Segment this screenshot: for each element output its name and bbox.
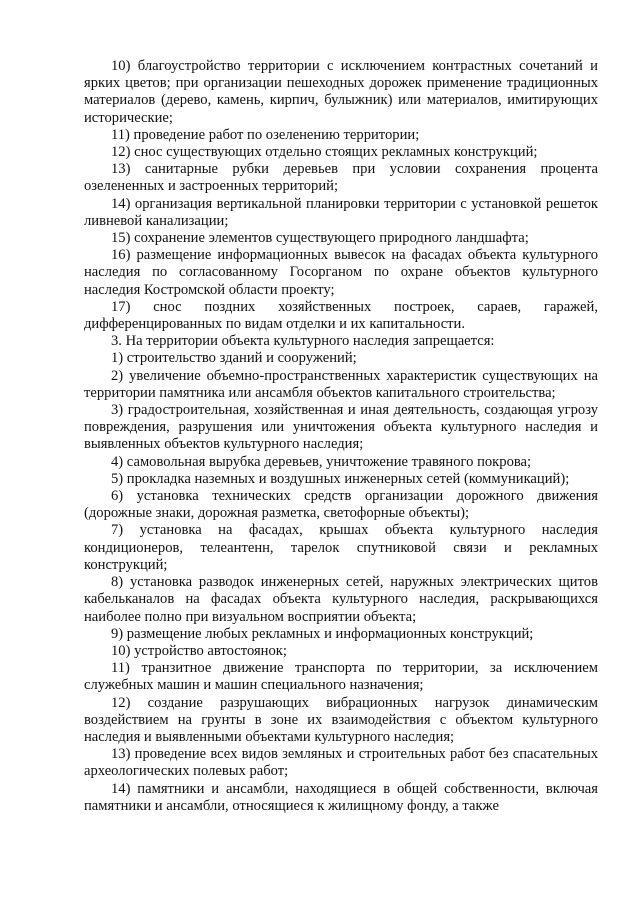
- paragraph-16-info-signs: 16) размещение информационных вывесок на фасадах объекта культурного наследия по согласованному Госорганом по охране объектов культурного наследия Костромской области проекту;: [84, 247, 598, 298]
- paragraph-15-landscape-preservation: 15) сохранение элементов существующего природного ландшафта;: [111, 230, 529, 247]
- paragraph-14-vertical-planning: 14) организация вертикальной планировки территории с установкой решеток ливневой канализации;: [84, 195, 598, 229]
- prohibition-9: 9) размещение любых рекламных и информационных конструкций;: [111, 625, 534, 642]
- prohibition-1: 1) строительство зданий и сооружений;: [111, 350, 357, 367]
- paragraph-17-demolition: 17) снос поздних хозяйственных построек, сараев, гаражей, дифференцированных по видам отделки и их капитальности.: [84, 298, 598, 333]
- prohibition-12: 12) создание разрушающих вибрационных нагрузок динамическим воздействием на грунты в зоне их взаимодействия с объектом культурного наследия и выявленными объектами культурного наследия;: [84, 694, 598, 745]
- section-3-heading: 3. На территории объекта культурного наследия запрещается:: [111, 333, 495, 350]
- prohibition-4: 4) самовольная вырубка деревьев, уничтожение травяного покрова;: [111, 453, 532, 470]
- prohibition-7: 7) установка на фасадах, крышах объекта культурного наследия кондиционеров, телеантенн, тарелок спутниковой связи и рекламных конструкций;: [84, 522, 598, 573]
- prohibition-3: 3) градостроительная, хозяйственная и иная деятельность, создающая угрозу повреждения, разрушения или уничтожения объекта культурного наследия и выявленных объектов культурного наследия;: [84, 402, 598, 453]
- document-page: [84, 58, 598, 815]
- prohibition-11: 11) транзитное движение транспорта по территории, за исключением служебных машин и машин специального назначения;: [84, 660, 598, 694]
- paragraph-10-landscaping: 10) благоустройство территории с исключением контрастных сочетаний и ярких цветов; при организации пешеходных дорожек применение традиционных материалов (дерево, камень, кирпич, булыжник) или материалов, имитирующих исторические;: [84, 58, 598, 126]
- prohibition-8: 8) установка разводок инженерных сетей, наружных электрических щитов кабельканалов на фасадах объекта культурного наследия, раскрывающихся наиболее полно при визуальном восприятии объекта;: [84, 574, 598, 625]
- paragraph-13-sanitary-cutting: 13) санитарные рубки деревьев при условии сохранения процента озелененных и застроенных территорий;: [84, 161, 598, 195]
- paragraph-11-greening: 11) проведение работ по озеленению территории;: [111, 126, 420, 143]
- prohibition-5: 5) прокладка наземных и воздушных инженерных сетей (коммуникаций);: [111, 470, 570, 487]
- prohibition-14: 14) памятники и ансамбли, находящиеся в общей собственности, включая памятники и ансамбли, относящиеся к жилищному фонду, а также: [84, 780, 598, 814]
- prohibition-10: 10) устройство автостоянок;: [111, 642, 287, 659]
- prohibition-13: 13) проведение всех видов земляных и строительных работ без спасательных археологических полевых работ;: [84, 746, 598, 780]
- prohibition-2: 2) увеличение объемно-пространственных характеристик существующих на территории памятника или ансамбля объектов капитального строительства;: [84, 367, 598, 401]
- paragraph-12-ad-removal: 12) снос существующих отдельно стоящих рекламных конструкций;: [111, 144, 538, 161]
- prohibition-6: 6) установка технических средств организации дорожного движения (дорожные знаки, дорожная разметка, светофорные объекты);: [84, 488, 598, 522]
